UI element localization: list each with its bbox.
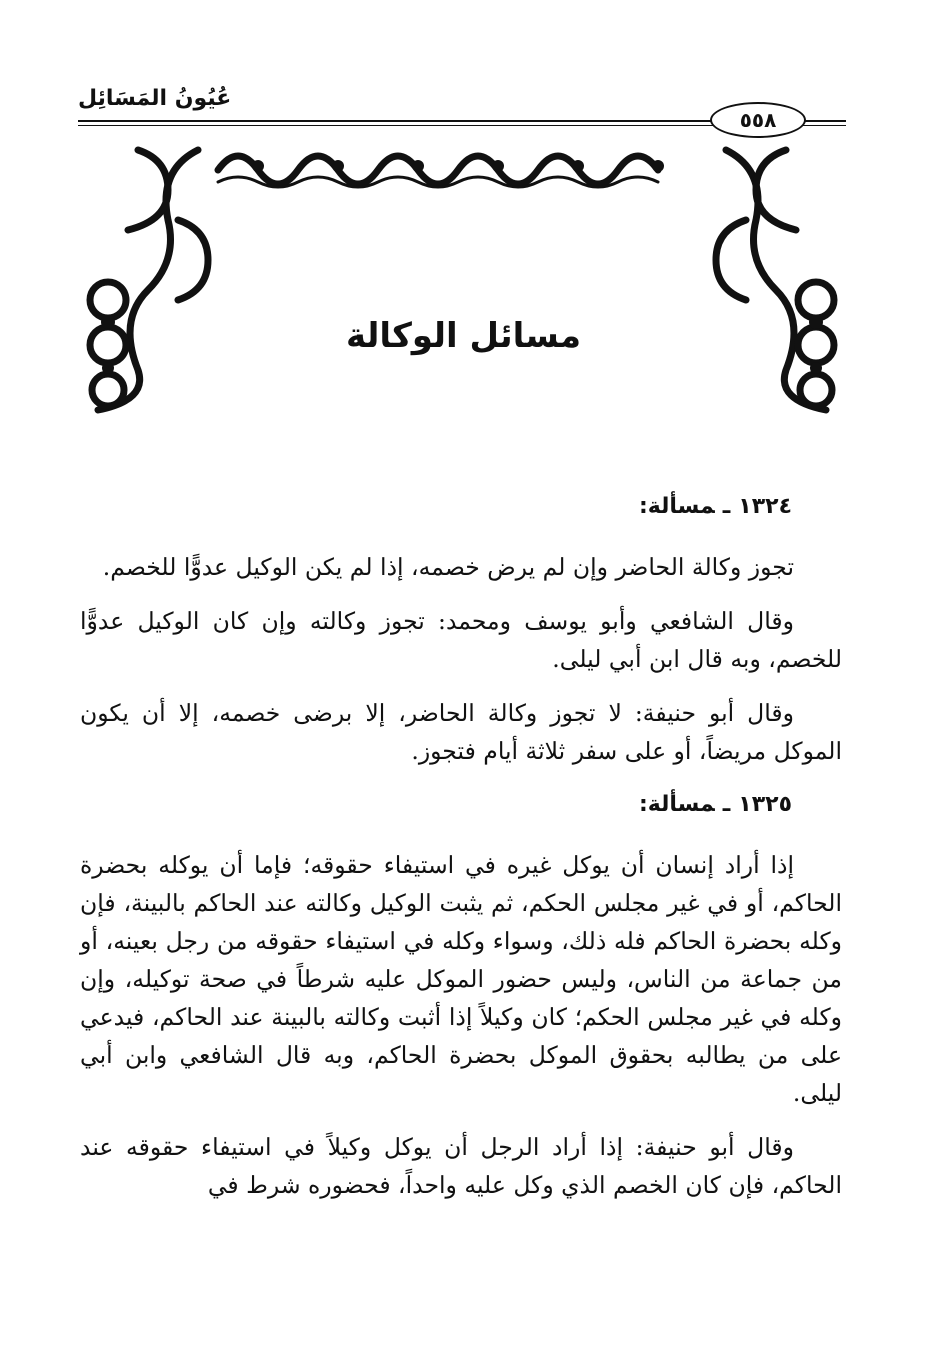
paragraph: إذا أراد إنسان أن يوكل غيره في استيفاء حقوقه؛ فإما أن يوكله بحضرة الحاكم، أو في غير مجلس الحكم، ثم يثبت الوكيل وكالته عند الحاكم بالبينة، فإن وكله بحضرة الحاكم فله ذلك، وسواء وكله في استيفاء حقوقه من رجل بعينه، أو من جماعة من الناس، وليس حضور الموكل عليه شرطاً في صحة توكيله، وإن وكله في غير مجلس الحكم؛ كان وكيلاً إذا أثبت وكالته بالبينة عند الحاكم، فيدعي على من يطالبه بحقوق الموكل بحضرة الحاكم، وبه قال الشافعي وابن أبي ليلى. [80, 851, 842, 1107]
paragraph: وقال أبو حنيفة: إذا أراد الرجل أن يوكل وكيلاً في استيفاء حقوقه عند الحاكم، فإن كان الخصم الذي وكل عليه واحداً، فحضوره شرط في [80, 1133, 842, 1199]
chapter-title: مسائل الوكالة [345, 316, 582, 356]
issue-label: مسألة: [638, 792, 715, 817]
paragraph: وقال أبو حنيفة: لا تجوز وكالة الحاضر، إلا برضى خصمه، إلا أن يكون الموكل مريضاً، أو على سفر ثلاثة أيام فتجوز. [80, 699, 842, 765]
book-title: عُيُونُ المَسَائِل [78, 86, 232, 111]
page-number: ٥٥٨ [710, 102, 806, 138]
ornamental-frame [78, 130, 846, 420]
issue-number: ١٣٢٥ [738, 792, 792, 817]
page-body [80, 488, 842, 1220]
page-header [78, 80, 846, 130]
paragraph: وقال الشافعي وأبو يوسف ومحمد: تجوز وكالته وإن كان الوكيل عدوًّا للخصم، وبه قال ابن أبي ليلى. [80, 607, 842, 673]
issue-label: مسألة: [638, 494, 715, 519]
paragraph: تجوز وكالة الحاضر وإن لم يرض خصمه، إذا لم يكن الوكيل عدوًّا للخصم. [102, 553, 794, 581]
issue-heading: ١٣٢٤ـمسألة: [638, 494, 792, 519]
issue-number: ١٣٢٤ [738, 494, 792, 519]
issue-heading: ١٣٢٥ـمسألة: [638, 792, 792, 817]
